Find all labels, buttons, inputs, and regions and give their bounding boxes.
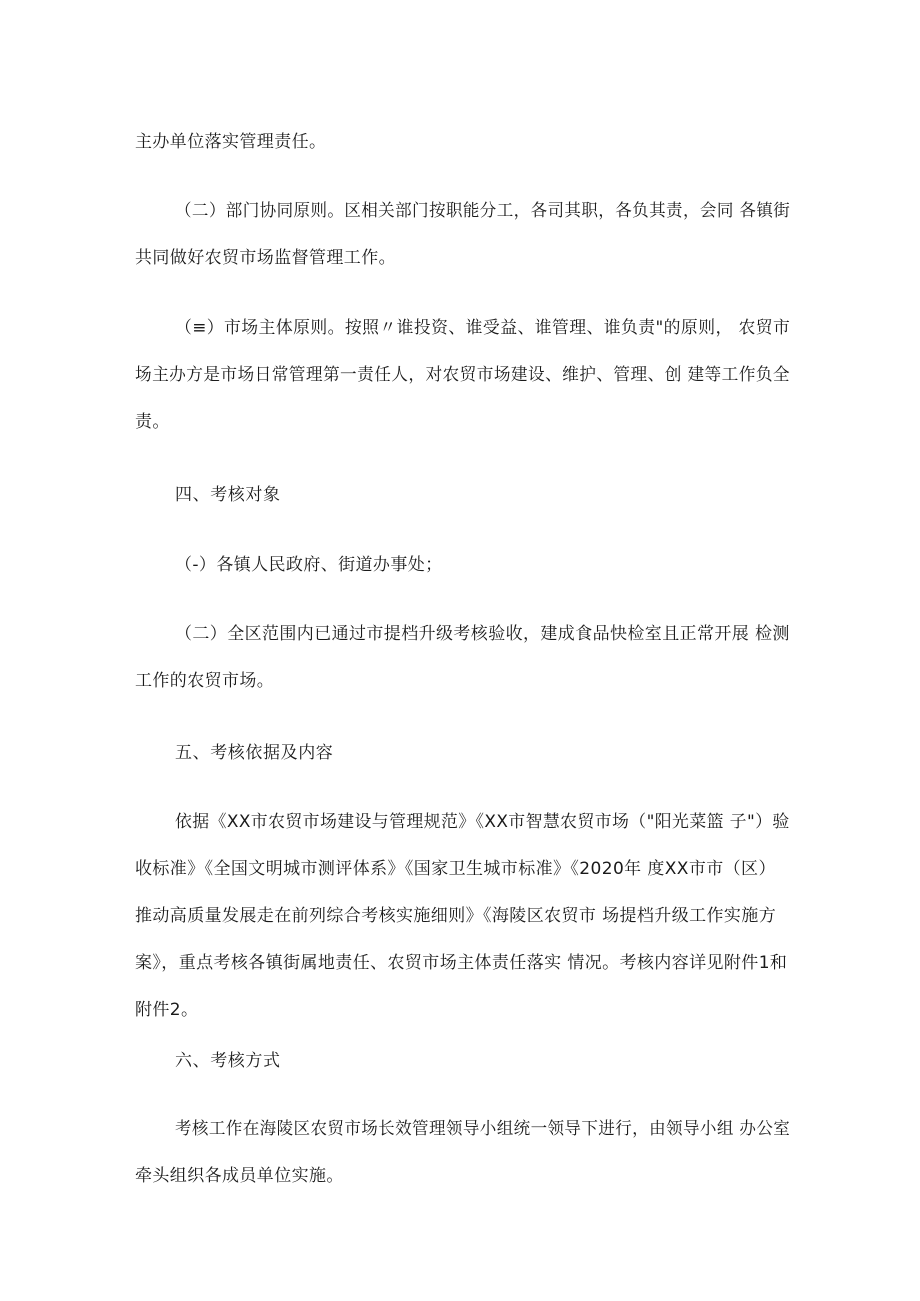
paragraph-line: 工作的农贸市场。 [135,671,275,691]
paragraph-line: 责。 [135,412,170,432]
paragraph-line: （二）部门协同原则。区相关部门按职能分工，各司其职，各负其责，会同 各镇街 [175,201,791,221]
paragraph-line: 附件2。 [135,1000,199,1020]
paragraph-line: 推动高质量发展走在前列综合考核实施细则》《海陵区农贸市 场提档升级工作实施方 [135,906,777,926]
paragraph-line: （≡）市场主体原则。按照〃谁投资、谁受益、谁管理、谁负责"的原则， 农贸市 [175,318,791,338]
paragraph-line: 主办单位落实管理责任。 [135,132,327,152]
section-heading: 六、考核方式 [175,1051,281,1071]
paragraph-line: 收标准》《全国文明城市测评体系》《国家卫生城市标准》《2020年 度XX市市（区） [135,859,776,879]
paragraph-line: 牵头组织各成员单位实施。 [135,1166,344,1186]
paragraph-line: （二）全区范围内已通过市提档升级考核验收，建成食品快检室且正常开展 检测 [175,624,790,644]
paragraph-line: 案》，重点考核各镇街属地责任、农贸市场主体责任落实 情况。考核内容详见附件1和 [135,953,788,973]
section-heading: 五、考核依据及内容 [175,743,334,763]
paragraph-line: 依据《XX市农贸市场建设与管理规范》《XX市智慧农贸市场（"阳光菜篮 子"）验 [175,812,790,832]
paragraph-line: 共同做好农贸市场监督管理工作。 [135,248,396,268]
section-heading: 四、考核对象 [175,485,281,505]
paragraph-line: 场主办方是市场日常管理第一责任人，对农贸市场建设、维护、管理、创 建等工作负全 [135,365,791,385]
paragraph-line: 考核工作在海陵区农贸市场长效管理领导小组统一领导下进行，由领导小组 办公室 [175,1119,791,1139]
paragraph-line: （-）各镇人民政府、街道办事处； [175,555,443,575]
